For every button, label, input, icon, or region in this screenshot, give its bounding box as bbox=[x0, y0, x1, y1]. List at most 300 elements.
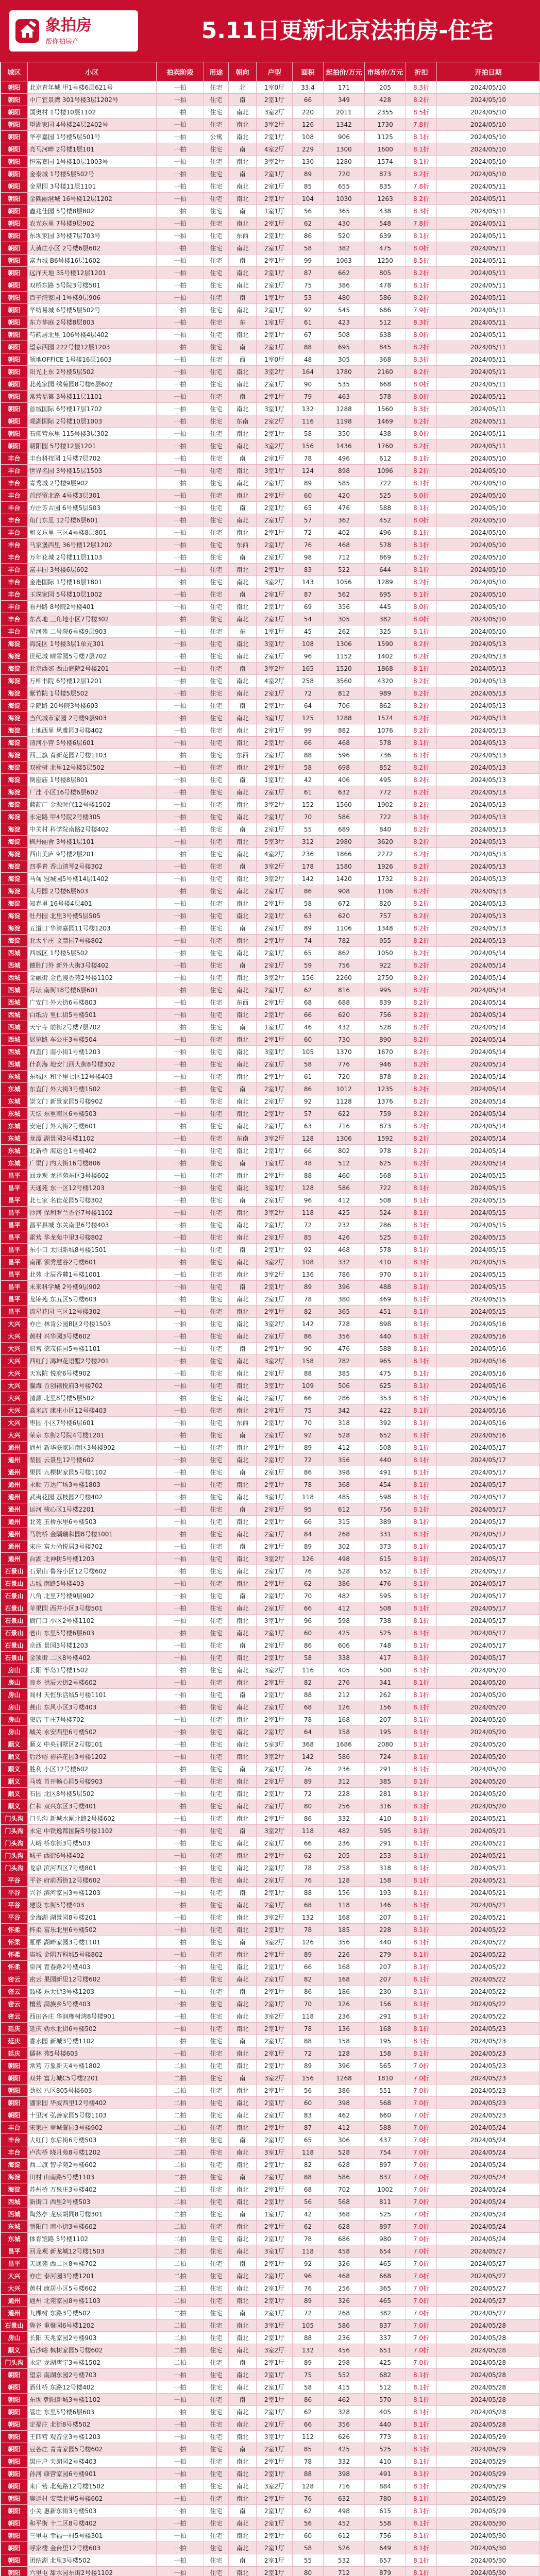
starting-price-cell: 496 bbox=[324, 452, 365, 465]
starting-price-cell: 612 bbox=[324, 1503, 365, 1516]
table-row bbox=[1, 316, 540, 329]
discount-cell: 7.0折 bbox=[406, 2233, 437, 2245]
table-row bbox=[1, 774, 540, 786]
discount-cell: 8.1折 bbox=[406, 452, 437, 465]
community-cell: 长阳 天兆家园2号楼903 bbox=[28, 2332, 157, 2344]
orientation-cell: 南北 bbox=[229, 2431, 257, 2443]
community-cell: 广安门 外大街6号楼803 bbox=[28, 996, 157, 1009]
orientation-cell: 南北 bbox=[229, 514, 257, 527]
district-cell: 西城 bbox=[1, 996, 28, 1009]
discount-cell: 8.0折 bbox=[406, 329, 437, 341]
market-price-cell: 1106 bbox=[365, 885, 406, 897]
orientation-cell: 南北 bbox=[229, 1751, 257, 1763]
usage-cell: 住宅 bbox=[204, 180, 229, 193]
layout-cell: 1室1厅 bbox=[257, 625, 293, 638]
table-row bbox=[1, 836, 540, 848]
market-price-cell: 1263 bbox=[365, 193, 406, 205]
table-row bbox=[1, 712, 540, 724]
auction-date-cell: 2024/05/27 bbox=[437, 2245, 540, 2258]
community-cell: 雁栖 湖畔家园3号楼1101 bbox=[28, 1936, 157, 1948]
layout-cell: 2室1厅 bbox=[257, 489, 293, 502]
community-cell: 远洋天地 35号楼12层1201 bbox=[28, 267, 157, 279]
usage-cell: 住宅 bbox=[204, 638, 229, 650]
discount-cell: 8.1折 bbox=[406, 2035, 437, 2047]
discount-cell: 7.0折 bbox=[406, 2134, 437, 2146]
district-cell: 丰台 bbox=[1, 489, 28, 502]
market-price-cell: 316 bbox=[365, 1800, 406, 1812]
market-price-cell: 780 bbox=[365, 2493, 406, 2505]
district-cell: 朝阳 bbox=[1, 2542, 28, 2554]
district-cell: 朝阳 bbox=[1, 230, 28, 242]
stage-cell: 二拍 bbox=[157, 2233, 204, 2245]
area-cell: 118 bbox=[293, 2010, 324, 2023]
stage-cell: 一拍 bbox=[157, 700, 204, 712]
district-cell: 怀柔 bbox=[1, 1936, 28, 1948]
market-price-cell: 1235 bbox=[365, 1083, 406, 1095]
community-cell: 昌平县城 东关南里6号楼403 bbox=[28, 1219, 157, 1231]
table-row bbox=[1, 625, 540, 638]
community-cell: 和义东里 三区4号楼8层801 bbox=[28, 527, 157, 539]
district-cell: 石景山 bbox=[1, 1615, 28, 1627]
discount-cell: 8.1折 bbox=[406, 2530, 437, 2542]
layout-cell: 3室2厅 bbox=[257, 860, 293, 873]
layout-cell: 2室1厅 bbox=[257, 910, 293, 922]
starting-price-cell: 380 bbox=[324, 1293, 365, 1306]
usage-cell: 住宅 bbox=[204, 2369, 229, 2381]
area-cell: 112 bbox=[293, 2431, 324, 2443]
market-price-cell: 325 bbox=[365, 625, 406, 638]
auction-date-cell: 2024/05/20 bbox=[437, 1689, 540, 1701]
table-row bbox=[1, 1578, 540, 1590]
discount-cell: 8.1折 bbox=[406, 2010, 437, 2023]
table-row bbox=[1, 1033, 540, 1046]
table-row bbox=[1, 2258, 540, 2270]
auction-date-cell: 2024/05/13 bbox=[437, 786, 540, 799]
usage-cell: 住宅 bbox=[204, 1986, 229, 1998]
district-cell: 朝阳 bbox=[1, 118, 28, 131]
district-cell: 石景山 bbox=[1, 2319, 28, 2332]
auction-date-cell: 2024/05/20 bbox=[437, 1751, 540, 1763]
starting-price-cell: 349 bbox=[324, 94, 365, 106]
market-price-cell: 373 bbox=[365, 1540, 406, 1553]
orientation-cell: 东西 bbox=[229, 230, 257, 242]
stage-cell: 一拍 bbox=[157, 2023, 204, 2035]
usage-cell: 住宅 bbox=[204, 1924, 229, 1936]
district-cell: 昌平 bbox=[1, 1182, 28, 1194]
starting-price-cell: 712 bbox=[324, 2567, 365, 2576]
district-cell: 西城 bbox=[1, 1033, 28, 1046]
discount-cell: 8.2折 bbox=[406, 700, 437, 712]
community-cell: 东直门 外大街3号楼1502 bbox=[28, 1083, 157, 1095]
table-row bbox=[1, 118, 540, 131]
area-cell: 69 bbox=[293, 601, 324, 613]
market-price-cell: 657 bbox=[365, 2554, 406, 2567]
community-cell: 东高地 三角地小区7号楼302 bbox=[28, 613, 157, 625]
district-cell: 朝阳 bbox=[1, 279, 28, 292]
orientation-cell: 南北 bbox=[229, 1738, 257, 1751]
area-cell: 156 bbox=[293, 2072, 324, 2084]
table-row bbox=[1, 1664, 540, 1676]
stage-cell: 一拍 bbox=[157, 1701, 204, 1714]
orientation-cell: 南 bbox=[229, 1021, 257, 1033]
discount-cell: 8.1折 bbox=[406, 1417, 437, 1429]
area-cell: 58 bbox=[293, 428, 324, 440]
auction-date-cell: 2024/05/29 bbox=[437, 2443, 540, 2455]
orientation-cell: 南北 bbox=[229, 848, 257, 860]
table-row bbox=[1, 1652, 540, 1664]
starting-price-cell: 520 bbox=[324, 230, 365, 242]
starting-price-cell: 688 bbox=[324, 996, 365, 1009]
district-cell: 朝阳 bbox=[1, 2109, 28, 2122]
discount-cell: 8.1折 bbox=[406, 663, 437, 675]
discount-cell: 8.1折 bbox=[406, 1207, 437, 1219]
district-cell: 朝阳 bbox=[1, 2517, 28, 2530]
area-cell: 82 bbox=[293, 2159, 324, 2171]
discount-cell: 8.2折 bbox=[406, 848, 437, 860]
district-cell: 西城 bbox=[1, 984, 28, 996]
layout-cell: 2室1厅 bbox=[257, 2406, 293, 2418]
area-cell: 108 bbox=[293, 131, 324, 143]
market-price-cell: 512 bbox=[365, 2381, 406, 2394]
starting-price-cell: 586 bbox=[324, 811, 365, 823]
starting-price-cell: 420 bbox=[324, 489, 365, 502]
starting-price-cell: 816 bbox=[324, 984, 365, 996]
area-cell: 66 bbox=[293, 1392, 324, 1404]
area-cell: 66 bbox=[293, 1516, 324, 1528]
starting-price-cell: 328 bbox=[324, 2406, 365, 2418]
area-cell: 142 bbox=[293, 1751, 324, 1763]
discount-cell: 8.1折 bbox=[406, 1961, 437, 1973]
area-cell: 90 bbox=[293, 1343, 324, 1355]
district-cell: 朝阳 bbox=[1, 2084, 28, 2097]
auction-date-cell: 2024/05/20 bbox=[437, 1800, 540, 1812]
stage-cell: 一拍 bbox=[157, 984, 204, 996]
starting-price-cell: 908 bbox=[324, 885, 365, 897]
auction-date-cell: 2024/05/20 bbox=[437, 1726, 540, 1738]
market-price-cell: 437 bbox=[365, 2134, 406, 2146]
district-cell: 朝阳 bbox=[1, 403, 28, 415]
discount-cell: 8.1折 bbox=[406, 2406, 437, 2418]
starting-price-cell: 462 bbox=[324, 2394, 365, 2406]
usage-cell: 公寓 bbox=[204, 131, 229, 143]
stage-cell: 一拍 bbox=[157, 1676, 204, 1689]
orientation-cell: 南北 bbox=[229, 1924, 257, 1936]
district-cell: 朝阳 bbox=[1, 2406, 28, 2418]
starting-price-cell: 136 bbox=[324, 2023, 365, 2035]
district-cell: 房山 bbox=[1, 1664, 28, 1676]
auction-date-cell: 2024/05/17 bbox=[437, 1652, 540, 1664]
area-cell: 132 bbox=[293, 403, 324, 415]
market-price-cell: 1574 bbox=[365, 712, 406, 724]
layout-cell: 2室1厅 bbox=[257, 2554, 293, 2567]
discount-cell: 8.1折 bbox=[406, 2554, 437, 2567]
stage-cell: 二拍 bbox=[157, 2332, 204, 2344]
stage-cell: 一拍 bbox=[157, 2542, 204, 2554]
orientation-cell: 南北 bbox=[229, 2109, 257, 2122]
usage-cell: 住宅 bbox=[204, 1071, 229, 1083]
usage-cell: 住宅 bbox=[204, 848, 229, 860]
community-cell: 小关 惠新东街3号楼503 bbox=[28, 2505, 157, 2517]
orientation-cell: 南北 bbox=[229, 564, 257, 576]
table-row bbox=[1, 514, 540, 527]
brand-logo bbox=[9, 10, 138, 52]
community-cell: 阎村 天恒乐活城5号楼1101 bbox=[28, 1689, 157, 1701]
discount-cell: 8.1折 bbox=[406, 749, 437, 761]
usage-cell: 住宅 bbox=[204, 1936, 229, 1948]
usage-cell: 住宅 bbox=[204, 1429, 229, 1442]
layout-cell: 2室1厅 bbox=[257, 749, 293, 761]
layout-cell: 2室1厅 bbox=[257, 1874, 293, 1887]
stage-cell: 一拍 bbox=[157, 836, 204, 848]
layout-cell: 2室1厅 bbox=[257, 1639, 293, 1652]
community-cell: 天通苑 西二区8号楼702 bbox=[28, 2258, 157, 2270]
starting-price-cell: 236 bbox=[324, 2332, 365, 2344]
auction-date-cell: 2024/05/14 bbox=[437, 996, 540, 1009]
starting-price-cell: 396 bbox=[324, 2060, 365, 2072]
usage-cell: 住宅 bbox=[204, 774, 229, 786]
starting-price-cell: 426 bbox=[324, 1231, 365, 1244]
community-cell: 亦庄 泰河园3号楼1201 bbox=[28, 2270, 157, 2282]
layout-cell: 2室1厅 bbox=[257, 1503, 293, 1516]
usage-cell: 住宅 bbox=[204, 1578, 229, 1590]
auction-date-cell: 2024/05/21 bbox=[437, 1862, 540, 1874]
discount-cell: 8.1折 bbox=[406, 2493, 437, 2505]
community-cell: 常营 万象新天4号楼1802 bbox=[28, 2060, 157, 2072]
usage-cell: 住宅 bbox=[204, 1145, 229, 1157]
district-cell: 海淀 bbox=[1, 922, 28, 935]
orientation-cell: 东南 bbox=[229, 1132, 257, 1145]
market-price-cell: 207 bbox=[365, 1911, 406, 1924]
auction-date-cell: 2024/05/23 bbox=[437, 2097, 540, 2109]
discount-cell: 8.1折 bbox=[406, 1862, 437, 1874]
usage-cell: 住宅 bbox=[204, 2233, 229, 2245]
discount-cell: 8.3折 bbox=[406, 353, 437, 366]
market-price-cell: 2750 bbox=[365, 972, 406, 984]
market-price-cell: 440 bbox=[365, 2418, 406, 2431]
area-cell: 58 bbox=[293, 2542, 324, 2554]
table-row bbox=[1, 972, 540, 984]
orientation-cell: 南北 bbox=[229, 1256, 257, 1268]
auction-date-cell: 2024/05/11 bbox=[437, 242, 540, 255]
district-cell: 通州 bbox=[1, 1503, 28, 1516]
community-cell: 黄村 兴华园3号楼602 bbox=[28, 1330, 157, 1343]
usage-cell: 住宅 bbox=[204, 2084, 229, 2097]
usage-cell: 住宅 bbox=[204, 465, 229, 477]
district-cell: 朝阳 bbox=[1, 106, 28, 118]
starting-price-cell: 228 bbox=[324, 1788, 365, 1800]
table-row bbox=[1, 1404, 540, 1417]
starting-price-cell: 508 bbox=[324, 329, 365, 341]
table-row bbox=[1, 2530, 540, 2542]
table-row bbox=[1, 2233, 540, 2245]
market-price-cell: 1760 bbox=[365, 440, 406, 452]
starting-price-cell: 586 bbox=[324, 1182, 365, 1194]
district-cell: 朝阳 bbox=[1, 168, 28, 180]
discount-cell: 8.2折 bbox=[406, 712, 437, 724]
auction-date-cell: 2024/05/29 bbox=[437, 2468, 540, 2480]
auction-date-cell: 2024/05/13 bbox=[437, 897, 540, 910]
orientation-cell: 南北 bbox=[229, 1664, 257, 1676]
community-cell: 三里屯 幸福一村5号楼301 bbox=[28, 2530, 157, 2542]
layout-cell: 2室1厅 bbox=[257, 2122, 293, 2134]
district-cell: 平谷 bbox=[1, 1899, 28, 1911]
community-cell: 北太平庄 文慧园7号楼802 bbox=[28, 935, 157, 947]
usage-cell: 住宅 bbox=[204, 1887, 229, 1899]
auction-date-cell: 2024/05/15 bbox=[437, 1219, 540, 1231]
auction-date-cell: 2024/05/10 bbox=[437, 168, 540, 180]
market-price-cell: 318 bbox=[365, 1862, 406, 1874]
usage-cell: 住宅 bbox=[204, 2357, 229, 2369]
usage-cell: 住宅 bbox=[204, 786, 229, 799]
stage-cell: 一拍 bbox=[157, 712, 204, 724]
stage-cell: 一拍 bbox=[157, 193, 204, 205]
district-cell: 门头沟 bbox=[1, 1825, 28, 1837]
layout-cell: 2室1厅 bbox=[257, 1726, 293, 1738]
discount-cell: 8.1折 bbox=[406, 1738, 437, 1751]
district-cell: 丰台 bbox=[1, 2134, 28, 2146]
community-cell: 永顺 万达广场3号楼1803 bbox=[28, 1479, 157, 1491]
discount-cell: 8.1折 bbox=[406, 539, 437, 551]
table-row bbox=[1, 675, 540, 687]
area-cell: 85 bbox=[293, 2443, 324, 2455]
market-price-cell: 156 bbox=[365, 1701, 406, 1714]
layout-cell: 2室1厅 bbox=[257, 1590, 293, 1602]
stage-cell: 一拍 bbox=[157, 1367, 204, 1380]
discount-cell: 8.1折 bbox=[406, 1615, 437, 1627]
district-cell: 西城 bbox=[1, 1046, 28, 1058]
discount-cell: 8.2折 bbox=[406, 1132, 437, 1145]
layout-cell: 2室1厅 bbox=[257, 1033, 293, 1046]
district-cell: 朝阳 bbox=[1, 2455, 28, 2468]
usage-cell: 住宅 bbox=[204, 267, 229, 279]
layout-cell: 2室1厅 bbox=[257, 1293, 293, 1306]
auction-date-cell: 2024/05/29 bbox=[437, 2493, 540, 2505]
table-row bbox=[1, 1083, 540, 1095]
starting-price-cell: 628 bbox=[324, 2159, 365, 2171]
area-cell: 66 bbox=[293, 94, 324, 106]
auction-date-cell: 2024/05/21 bbox=[437, 1850, 540, 1862]
orientation-cell: 南 bbox=[229, 551, 257, 564]
district-cell: 丰台 bbox=[1, 2122, 28, 2134]
market-price-cell: 281 bbox=[365, 1788, 406, 1800]
usage-cell: 住宅 bbox=[204, 2196, 229, 2208]
orientation-cell: 南北 bbox=[229, 440, 257, 452]
stage-cell: 一拍 bbox=[157, 1058, 204, 1071]
discount-cell: 7.0折 bbox=[406, 2196, 437, 2208]
layout-cell: 2室1厅 bbox=[257, 2443, 293, 2455]
community-cell: 梨园 云景里12号楼602 bbox=[28, 1454, 157, 1466]
table-row bbox=[1, 1170, 540, 1182]
table-row bbox=[1, 2493, 540, 2505]
layout-cell: 2室1厅 bbox=[257, 1194, 293, 1207]
auction-date-cell: 2024/05/11 bbox=[437, 366, 540, 378]
community-cell: 大红门 东后街6号楼503 bbox=[28, 2134, 157, 2146]
market-price-cell: 291 bbox=[365, 1763, 406, 1775]
layout-cell: 1室1厅 bbox=[257, 1021, 293, 1033]
usage-cell: 住宅 bbox=[204, 1948, 229, 1961]
orientation-cell: 南 bbox=[229, 1540, 257, 1553]
area-cell: 74 bbox=[293, 935, 324, 947]
layout-cell: 2室1厅 bbox=[257, 2542, 293, 2554]
discount-cell: 7.8折 bbox=[406, 118, 437, 131]
discount-cell: 8.3折 bbox=[406, 81, 437, 94]
discount-cell: 7.0折 bbox=[406, 2183, 437, 2196]
area-cell: 368 bbox=[293, 1738, 324, 1751]
table-row bbox=[1, 1887, 540, 1899]
table-row bbox=[1, 1219, 540, 1231]
starting-price-cell: 1306 bbox=[324, 638, 365, 650]
district-cell: 西城 bbox=[1, 2208, 28, 2221]
area-cell: 68 bbox=[293, 1701, 324, 1714]
starting-price-cell: 552 bbox=[324, 2369, 365, 2381]
table-row bbox=[1, 1837, 540, 1850]
auction-date-cell: 2024/05/17 bbox=[437, 1590, 540, 1602]
table-row bbox=[1, 2183, 540, 2196]
market-price-cell: 500 bbox=[365, 1664, 406, 1676]
orientation-cell: 南北 bbox=[229, 1009, 257, 1021]
area-cell: 90 bbox=[293, 378, 324, 391]
district-cell: 西城 bbox=[1, 972, 28, 984]
community-cell: 西山美庐 9号楼2层201 bbox=[28, 848, 157, 860]
discount-cell: 8.1折 bbox=[406, 2023, 437, 2035]
auction-date-cell: 2024/05/14 bbox=[437, 959, 540, 972]
area-cell: 89 bbox=[293, 1540, 324, 1553]
layout-cell: 1室0厅 bbox=[257, 353, 293, 366]
discount-cell: 8.2折 bbox=[406, 910, 437, 922]
area-cell: 143 bbox=[293, 576, 324, 588]
table-row bbox=[1, 1157, 540, 1170]
market-price-cell: 469 bbox=[365, 1293, 406, 1306]
area-cell: 57 bbox=[293, 1108, 324, 1120]
area-cell: 86 bbox=[293, 1330, 324, 1343]
orientation-cell: 南北 bbox=[229, 799, 257, 811]
district-cell: 房山 bbox=[1, 1676, 28, 1689]
auction-date-cell: 2024/05/22 bbox=[437, 1948, 540, 1961]
area-cell: 61 bbox=[293, 786, 324, 799]
discount-cell: 8.2折 bbox=[406, 465, 437, 477]
layout-cell: 2室1厅 bbox=[257, 1775, 293, 1788]
stage-cell: 一拍 bbox=[157, 1404, 204, 1417]
area-cell: 89 bbox=[293, 1948, 324, 1961]
market-price-cell: 341 bbox=[365, 1676, 406, 1689]
stage-cell: 一拍 bbox=[157, 1046, 204, 1058]
orientation-cell: 南北 bbox=[229, 2369, 257, 2381]
usage-cell: 住宅 bbox=[204, 1540, 229, 1553]
community-cell: 太月园 2号楼6层603 bbox=[28, 885, 157, 897]
orientation-cell: 南北 bbox=[229, 576, 257, 588]
area-cell: 60 bbox=[293, 2097, 324, 2109]
market-price-cell: 476 bbox=[365, 1578, 406, 1590]
usage-cell: 住宅 bbox=[204, 1812, 229, 1825]
table-row bbox=[1, 1244, 540, 1256]
area-cell: 72 bbox=[293, 1219, 324, 1231]
market-price-cell: 980 bbox=[365, 2233, 406, 2245]
starting-price-cell: 695 bbox=[324, 341, 365, 353]
area-cell: 33.4 bbox=[293, 81, 324, 94]
auction-date-cell: 2024/05/22 bbox=[437, 1936, 540, 1948]
area-cell: 96 bbox=[293, 2270, 324, 2282]
stage-cell: 一拍 bbox=[157, 922, 204, 935]
layout-cell: 2室1厅 bbox=[257, 2394, 293, 2406]
discount-cell: 8.1折 bbox=[406, 1924, 437, 1936]
district-cell: 顺义 bbox=[1, 1738, 28, 1751]
market-price-cell: 612 bbox=[365, 452, 406, 465]
orientation-cell: 南北 bbox=[229, 2270, 257, 2282]
discount-cell: 8.2折 bbox=[406, 774, 437, 786]
community-cell: 大峪 桥东街3号楼503 bbox=[28, 1837, 157, 1850]
layout-cell: 3室2厅 bbox=[257, 2072, 293, 2084]
community-cell: 青秀城 2号楼9层902 bbox=[28, 477, 157, 489]
